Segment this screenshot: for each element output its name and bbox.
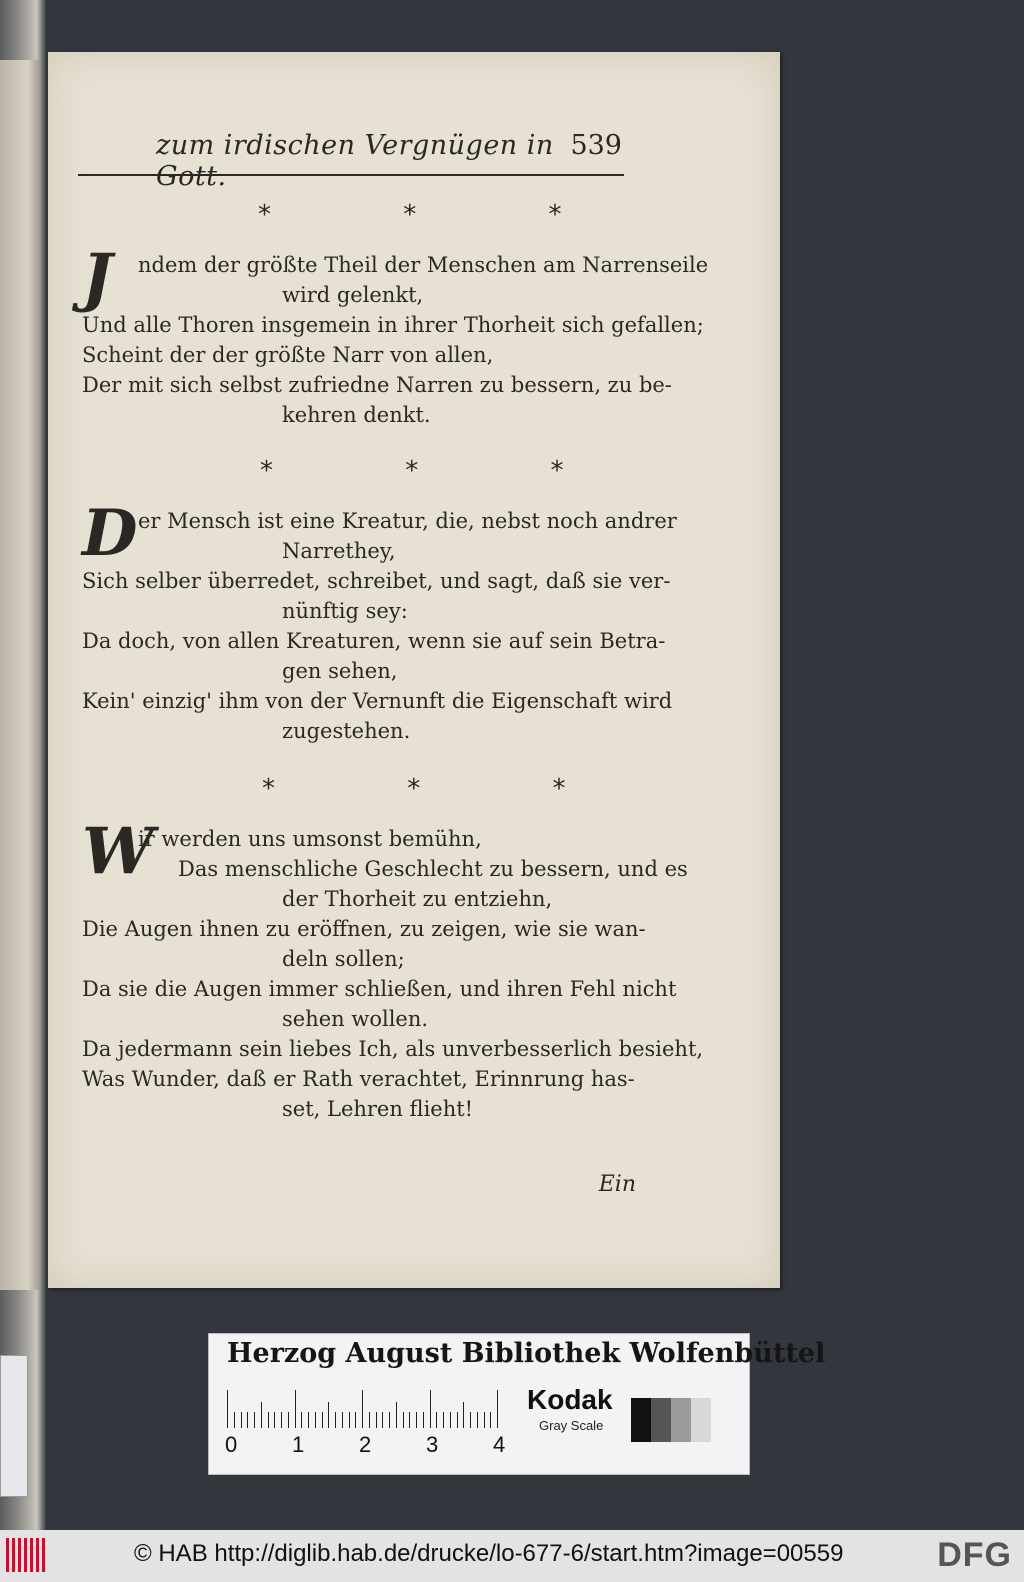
ruler-tick — [362, 1390, 363, 1428]
verse-line: wird gelenkt, — [282, 283, 424, 307]
verse-line: Sich selber überredet, schreibet, und sagt, daß sie ver- — [82, 569, 671, 593]
kodak-logo: Kodak — [527, 1384, 613, 1415]
verse-line: Was Wunder, daß er Rath verachtet, Erinnrung has- — [82, 1067, 635, 1091]
ruler-tick — [274, 1412, 275, 1428]
ruler-tick — [315, 1412, 316, 1428]
ruler-tick — [430, 1390, 431, 1428]
book-page — [48, 52, 780, 1288]
verse-line: Die Augen ihnen zu eröffnen, zu zeigen, wie sie wan- — [82, 917, 646, 941]
verse-line: set, Lehren flieht! — [282, 1097, 474, 1121]
ruler-tick — [335, 1412, 336, 1428]
ruler-tick — [281, 1412, 282, 1428]
ruler-tick — [295, 1390, 296, 1428]
gray-swatches — [631, 1398, 711, 1442]
adjacent-page-edge — [0, 0, 46, 1530]
verse-line: ndem der größte Theil der Menschen am Narrenseile — [138, 253, 709, 277]
ruler-tick — [355, 1412, 356, 1428]
drop-capital: D — [82, 496, 138, 571]
page-number: 539 — [570, 130, 622, 161]
verse-line: er Mensch ist eine Kreatur, die, nebst noch andrer — [138, 509, 677, 533]
ruler-tick — [342, 1412, 343, 1428]
ruler-tick — [497, 1390, 498, 1428]
ruler-tick — [288, 1412, 289, 1428]
verse-line: der Thorheit zu entziehn, — [282, 887, 553, 911]
running-head-title: zum irdischen Vergnügen in Gott. — [156, 130, 554, 192]
color-scale-card — [208, 1333, 826, 1475]
ruler-tick — [241, 1412, 242, 1428]
section-marker: * * * — [262, 774, 628, 804]
ruler-tick — [369, 1412, 370, 1428]
ruler-tick — [349, 1412, 350, 1428]
ruler-tick — [484, 1412, 485, 1428]
ruler-tick — [254, 1412, 255, 1428]
ruler-tick — [322, 1412, 323, 1428]
ruler-tick — [416, 1412, 417, 1428]
gray-swatch — [691, 1398, 711, 1442]
section-marker: * * * — [260, 456, 626, 486]
ruler-tick — [470, 1412, 471, 1428]
ruler-number: 1 — [292, 1432, 305, 1457]
ruler-tick — [247, 1412, 248, 1428]
verse-line: Scheint der der größte Narr von allen, — [82, 343, 494, 367]
measurement-ruler — [227, 1388, 523, 1428]
ruler-number: 4 — [493, 1432, 506, 1457]
ruler-tick — [396, 1402, 397, 1428]
verse-line: Das menschliche Geschlecht zu bessern, und es — [178, 857, 688, 881]
verse-line: nünftig sey: — [282, 599, 408, 623]
verse-line: Narrethey, — [282, 539, 396, 563]
stanza-3 — [82, 814, 704, 1124]
ruler-tick — [261, 1402, 262, 1428]
ruler-number: 3 — [426, 1432, 439, 1457]
footer-bar — [0, 1530, 1024, 1582]
verse-line: zugestehen. — [282, 719, 411, 743]
ruler-tick — [443, 1412, 444, 1428]
ruler-tick — [477, 1412, 478, 1428]
ruler-tick — [463, 1402, 464, 1428]
ruler-number: 2 — [359, 1432, 372, 1457]
section-marker: * * * — [258, 200, 624, 230]
ruler-tick — [403, 1412, 404, 1428]
adjacent-page-paper — [0, 60, 40, 1290]
ruler-tick — [389, 1412, 390, 1428]
drop-capital: J — [82, 240, 113, 315]
gray-swatch — [651, 1398, 671, 1442]
verse-line: Der mit sich selbst zufriedne Narren zu bessern, zu be- — [82, 373, 672, 397]
running-head — [78, 128, 624, 192]
ruler-tick — [308, 1412, 309, 1428]
verse-line: kehren denkt. — [282, 403, 431, 427]
ruler-tick — [457, 1412, 458, 1428]
verse-line: Kein' einzig' ihm von der Vernunft die Eigenschaft wird — [82, 689, 673, 713]
adjacent-label — [0, 1355, 28, 1497]
ruler-number: 0 — [225, 1432, 238, 1457]
verse-line: sehen wollen. — [282, 1007, 429, 1031]
verse-line: Da jedermann sein liebes Ich, als unverbesserlich besieht, — [82, 1037, 704, 1061]
verse-line: deln sollen; — [282, 947, 405, 971]
ruler-tick — [268, 1412, 269, 1428]
catchword: Ein — [598, 1172, 636, 1197]
ruler-tick — [328, 1402, 329, 1428]
ruler-tick — [423, 1412, 424, 1428]
gray-swatch — [631, 1398, 651, 1442]
stanza-2 — [82, 496, 677, 746]
gray-swatch — [671, 1398, 691, 1442]
ruler-tick — [227, 1390, 228, 1428]
ruler-tick — [490, 1412, 491, 1428]
copyright-link[interactable]: © HAB http://diglib.hab.de/drucke/lo-677-6/start.htm?image=00559 — [134, 1540, 844, 1567]
library-name: Herzog August Bibliothek Wolfenbüttel — [227, 1338, 826, 1369]
ruler-tick — [409, 1412, 410, 1428]
ruler-tick — [301, 1412, 302, 1428]
verse-line: ir werden uns umsonst bemühn, — [138, 827, 482, 851]
ruler-tick — [436, 1412, 437, 1428]
verse-line: Da doch, von allen Kreaturen, wenn sie auf sein Betra- — [82, 629, 666, 653]
ruler-tick — [234, 1412, 235, 1428]
ruler-tick — [376, 1412, 377, 1428]
ruler-tick — [382, 1412, 383, 1428]
dfg-logo: DFG — [937, 1536, 1012, 1574]
verse-line: gen sehen, — [282, 659, 398, 683]
verse-line: Da sie die Augen immer schließen, und ihren Fehl nicht — [82, 977, 677, 1001]
barcode-icon — [6, 1538, 46, 1572]
stanza-1 — [82, 240, 709, 430]
drop-capital: W — [82, 814, 154, 889]
verse-line: Und alle Thoren insgemein in ihrer Thorheit sich gefallen; — [82, 313, 704, 337]
gray-scale-label: Gray Scale — [539, 1418, 604, 1433]
ruler-tick — [450, 1412, 451, 1428]
